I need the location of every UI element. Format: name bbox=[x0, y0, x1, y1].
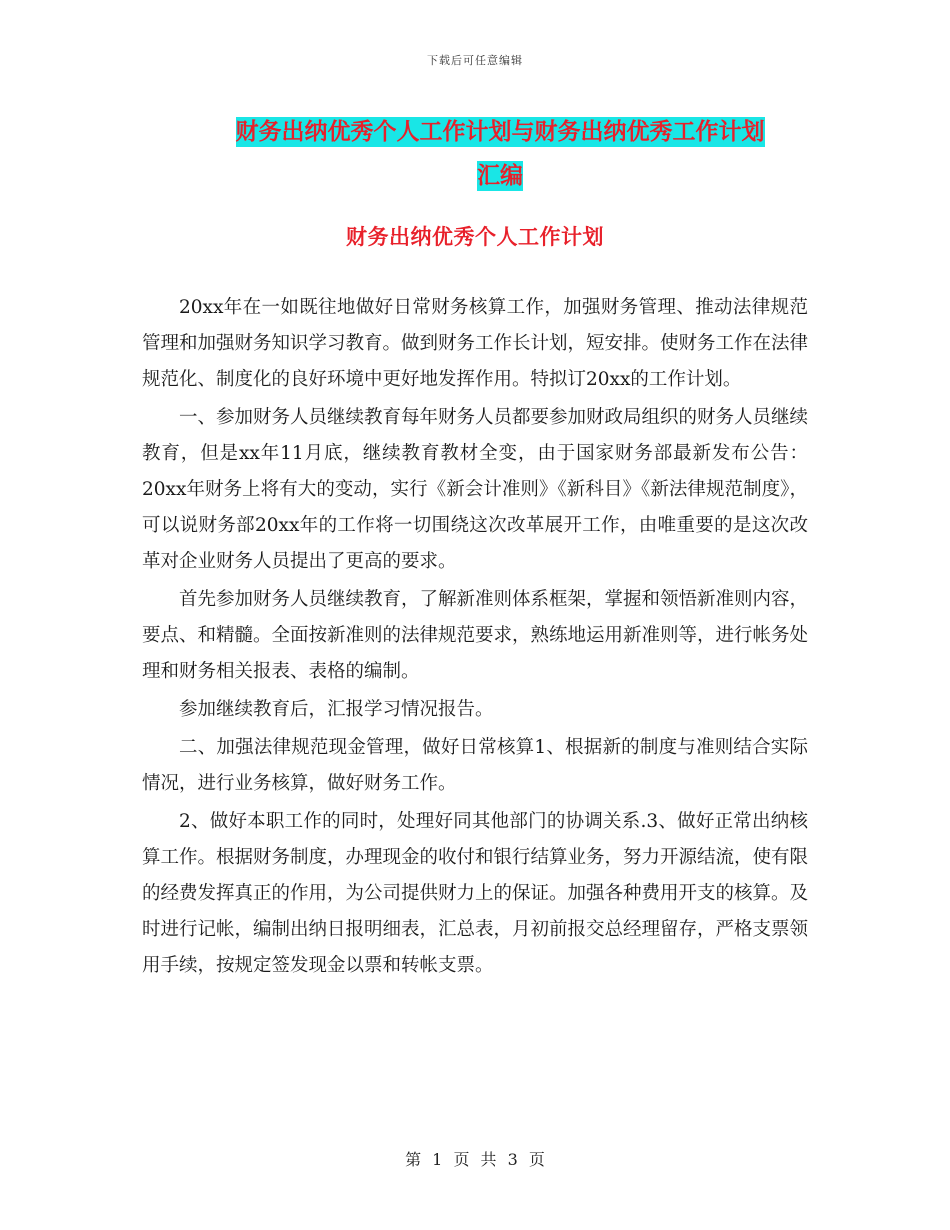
paragraph: 二、加强法律规范现金管理，做好日常核算1、根据新的制度与准则结合实际情况，进行业务核算，做好财务工作。 bbox=[142, 737, 808, 794]
document-body bbox=[142, 290, 808, 986]
document-title-line1: 财务出纳优秀个人工作计划与财务出纳优秀工作计划 bbox=[235, 119, 765, 145]
paragraph: 一、参加财务人员继续教育每年财务人员都要参加财政局组织的财务人员继续教育，但是xx年11月底，继续教育教材全变，由于国家财务部最新发布公告：20xx年财务上将有大的变动，实行《新会计准则》《新科目》《新法律规范制度》，可以说财务部20xx年的工作将一切围绕这次改革展开工作，由唯重要的是这次改革对企业财务人员提出了更高的要求。 bbox=[142, 407, 809, 572]
page-number: 第 1 页 共 3 页 bbox=[405, 1150, 545, 1169]
section-title: 财务出纳优秀个人工作计划 bbox=[346, 225, 604, 249]
document-title-line2: 汇编 bbox=[477, 163, 523, 189]
paragraph: 参加继续教育后，汇报学习情况报告。 bbox=[179, 699, 494, 720]
page-header-note: 下载后可任意编辑 bbox=[427, 54, 523, 67]
paragraph: 2、做好本职工作的同时，处理好同其他部门的协调关系.3、做好正常出纳核算工作。根据财务制度，办理现金的收付和银行结算业务，努力开源结流，使有限的经费发挥真正的作用，为公司提供财力上的保证。加强各种费用开支的核算。及时进行记帐，编制出纳日报明细表，汇总表，月初前报交总经理留存，严格支票领用手续，按规定签发现金以票和转帐支票。 bbox=[142, 811, 809, 976]
document-title bbox=[190, 110, 810, 198]
paragraph: 20xx年在一如既往地做好日常财务核算工作，加强财务管理、推动法律规范管理和加强财务知识学习教育。做到财务工作长计划，短安排。使财务工作在法律规范化、制度化的良好环境中更好地发挥作用。特拟订20xx的工作计划。 bbox=[142, 297, 809, 390]
paragraph: 首先参加财务人员继续教育，了解新准则体系框架，掌握和领悟新准则内容，要点、和精髓。全面按新准则的法律规范要求，熟练地运用新准则等，进行帐务处理和财务相关报表、表格的编制。 bbox=[142, 589, 809, 682]
